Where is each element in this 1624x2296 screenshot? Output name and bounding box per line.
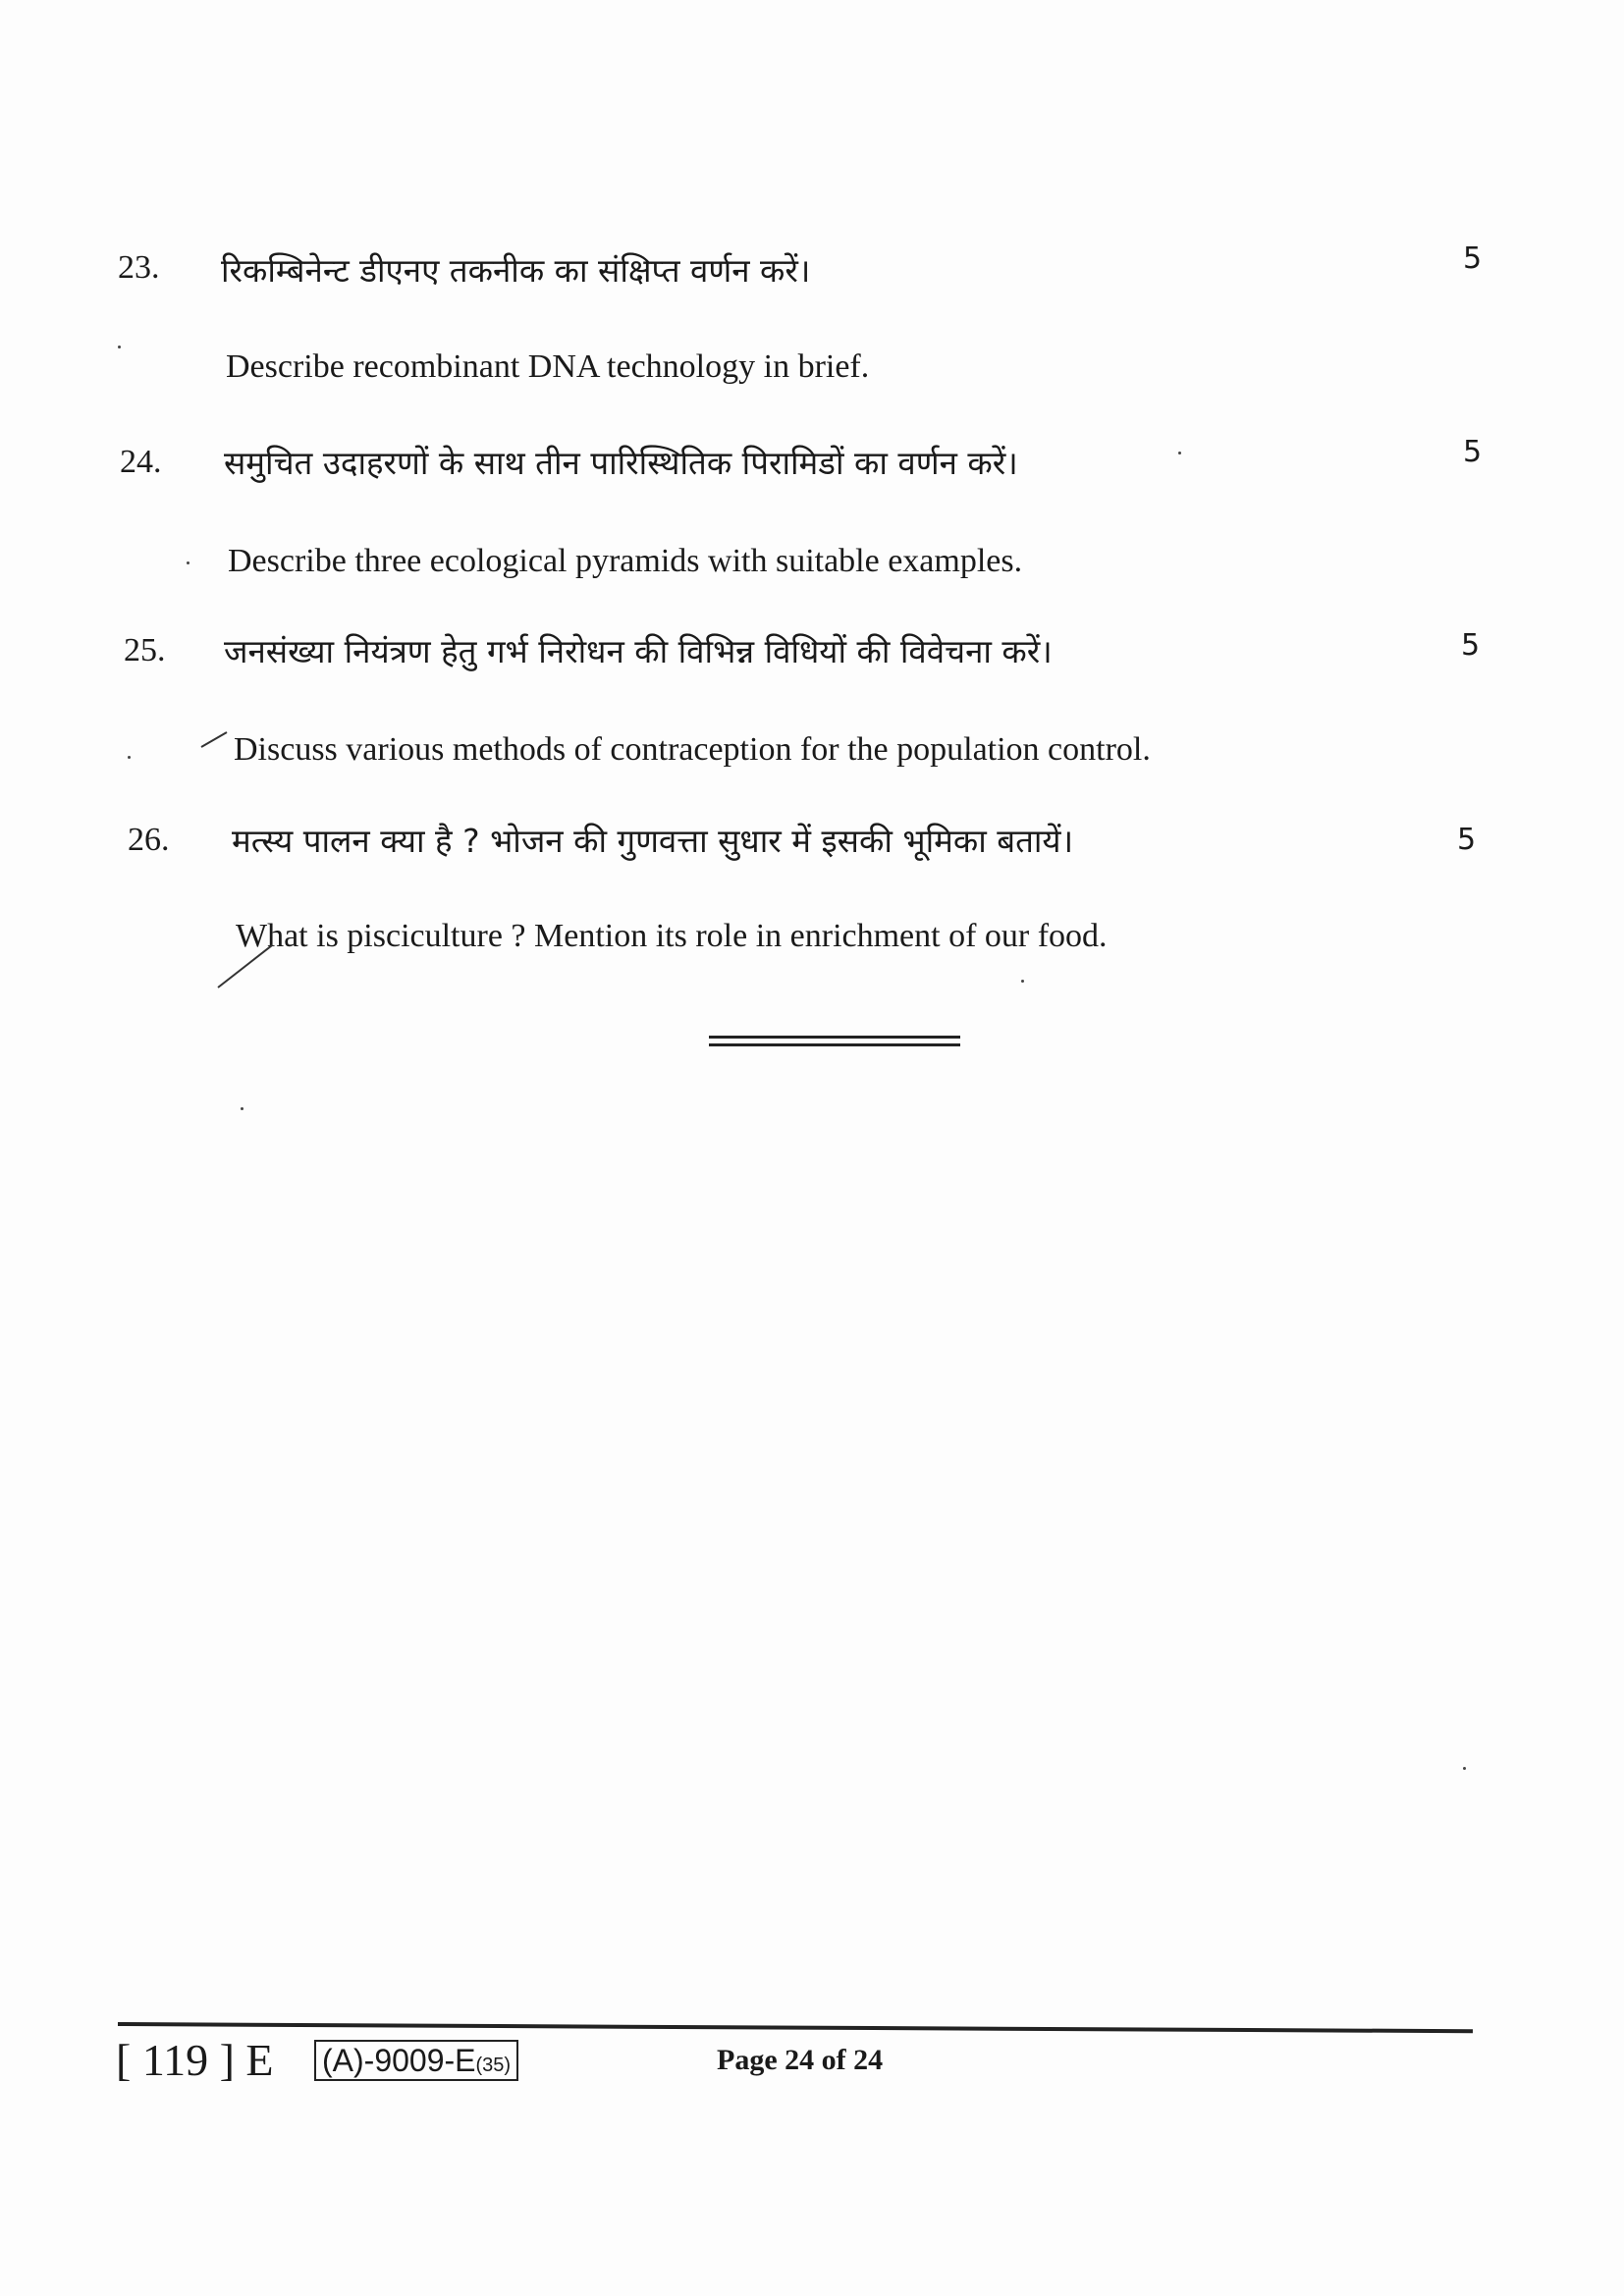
question-number: 25. — [124, 632, 166, 668]
end-rule-bottom — [709, 1043, 960, 1046]
question-text-english: What is pisciculture ? Mention its role in enrichment of our food. — [236, 918, 1108, 954]
page-number: Page 24 of 24 — [717, 2044, 884, 2076]
question-text-hindi: मत्स्य पालन क्या है ? भोजन की गुणवत्ता सुधार में इसकी भूमिका बतायें। — [232, 822, 1074, 860]
speck — [187, 561, 189, 564]
speck — [128, 756, 131, 759]
footer-divider — [118, 2022, 1473, 2033]
question-number: 24. — [120, 444, 162, 480]
footer-paper-code — [314, 2040, 518, 2081]
paper-code-main: (A)-9009-E — [322, 2043, 476, 2078]
question-text-english: Discuss various methods of contraception for the population control. — [234, 731, 1151, 768]
question-text-hindi: समुचित उदाहरणों के साथ तीन पारिस्थितिक पिरामिडों का वर्णन करें। — [224, 444, 1018, 482]
pen-stroke — [201, 731, 228, 748]
question-text-hindi: जनसंख्या नियंत्रण हेतु गर्भ निरोधन की विभिन्न विधियों की विवेचना करें। — [224, 632, 1053, 670]
question-marks: 5 — [1463, 241, 1483, 276]
question-text-english: Describe three ecological pyramids with suitable examples. — [228, 543, 1023, 579]
question-number: 26. — [128, 822, 170, 858]
question-marks: 5 — [1457, 823, 1477, 857]
speck — [1463, 1767, 1466, 1770]
question-text-hindi: रिकम्बिनेन्ट डीएनए तकनीक का संक्षिप्त वर्णन करें। — [221, 251, 811, 290]
footer-series: [ 119 ] E — [116, 2035, 274, 2085]
question-text-english: Describe recombinant DNA technology in brief. — [226, 348, 870, 385]
question-marks: 5 — [1461, 628, 1481, 663]
end-rule-top — [709, 1036, 960, 1039]
paper-code-sub: (35) — [475, 2055, 512, 2076]
speck — [1021, 980, 1024, 983]
question-marks: 5 — [1463, 435, 1483, 469]
question-number: 23. — [118, 249, 160, 286]
speck — [241, 1107, 244, 1110]
speck — [118, 346, 121, 348]
speck — [1178, 452, 1181, 454]
